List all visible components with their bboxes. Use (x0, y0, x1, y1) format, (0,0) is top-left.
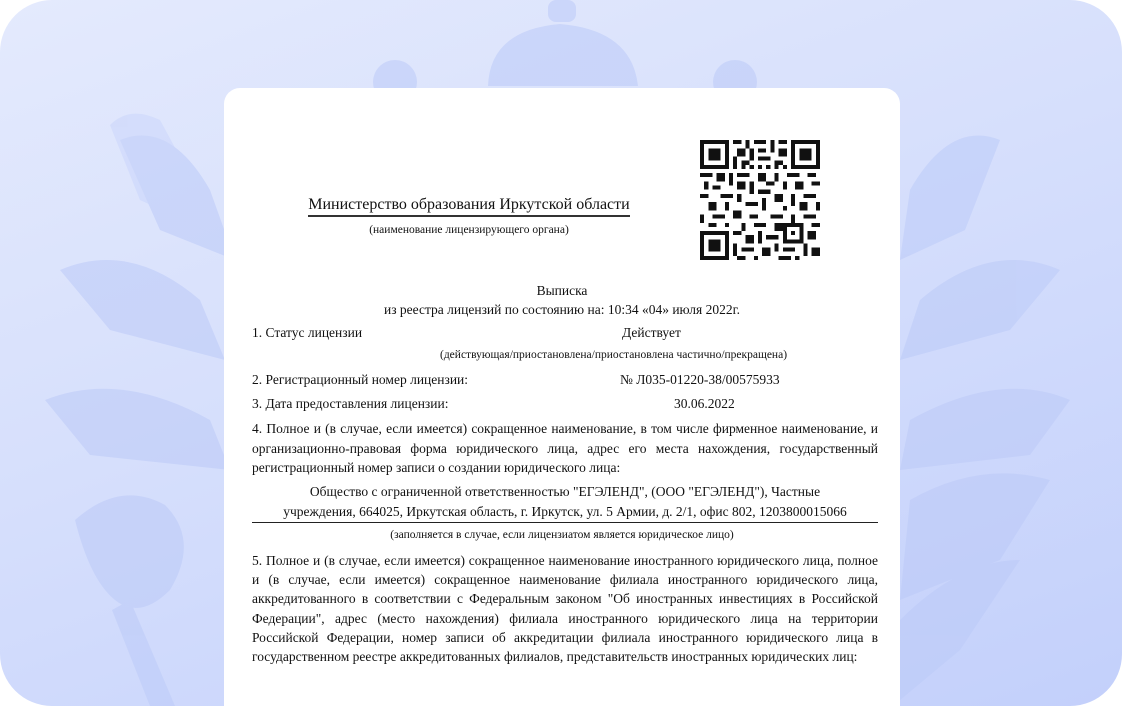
issue-date-value: 30.06.2022 (674, 396, 735, 411)
organization-details-line-1: Общество с ограниченной ответственностью "ЕГЭЛЕНД", (ООО "ЕГЭЛЕНД"), Частные (309, 484, 821, 499)
registration-number-label: 2. Регистрационный номер лицензии: (252, 372, 469, 387)
licensing-authority (224, 195, 714, 237)
document-title: Выписка (536, 283, 588, 298)
issue-date-label: 3. Дата предоставления лицензии: (252, 396, 449, 411)
organization-details (252, 482, 878, 523)
license-status-hint: (действующая/приостановлена/приостановлена частично/прекращена) (440, 349, 788, 361)
section-4-text: 4. Полное и (в случае, если имеется) сокращенное наименование, в том числе фирменное наименование, и организационно-правовая форма юридического лица, адрес его места нахождения, государственный регистрационный номер записи о создании юридического лица: (252, 421, 878, 475)
organization-details-line-2: учреждения, 664025, Иркутская область, г. Иркутск, ул. 5 Армии, д. 2/1, офис 802, 1203800015066 (283, 503, 847, 519)
document-heading (224, 281, 900, 319)
registration-number-value: № Л035-01220-38/00575933 (620, 372, 780, 387)
qr-code-icon (700, 140, 820, 260)
license-status-value: Действует (622, 325, 681, 340)
licensing-authority-name: Министерство образования Иркутской области (308, 195, 629, 217)
section-5-text: 5. Полное и (в случае, если имеется) сокращенное наименование иностранного юридического лица, полное и (в случае, если имеется) сокращенное наименование филиала иностранного юридического лица, аккредитованного в соответствии с Федеральным законом "Об иностранных инвестициях в Российской Федерации", адрес (место нахождения) филиала иностранного юридического лица на территории Российской Федерации, номер записи об аккредитации филиала иностранного юридического лица в государственном реестре аккредитованных филиалов, представительств иностранных юридических лиц: (252, 553, 878, 665)
document-subtitle: из реестра лицензий по состоянию на: 10:34 «04» июля 2022г. (383, 302, 741, 317)
licensing-authority-caption: (наименование лицензирующего органа) (369, 224, 569, 236)
license-status-label: 1. Статус лицензии (252, 325, 363, 340)
organization-details-hint: (заполняется в случае, если лицензиатом является юридическое лицо) (390, 529, 734, 541)
license-extract-document (224, 88, 900, 706)
